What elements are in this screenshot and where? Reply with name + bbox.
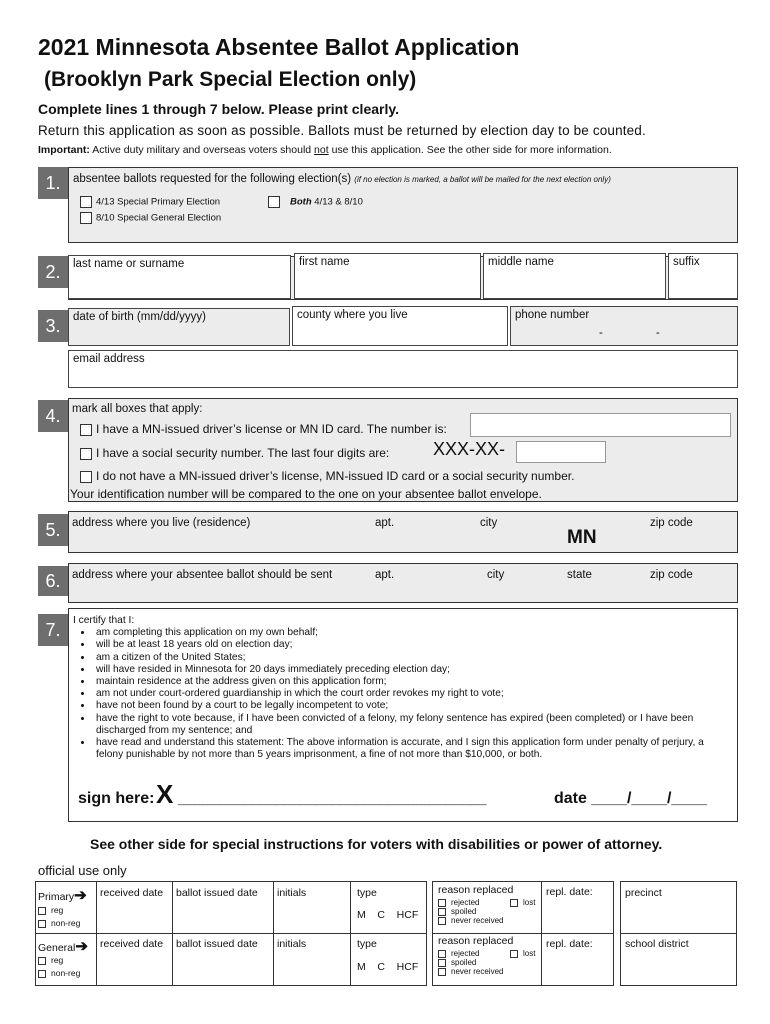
primary-row-name <box>38 886 87 904</box>
general-issued-date: ballot issued date <box>176 938 258 950</box>
school-district-label: school district <box>625 938 689 950</box>
primary-reg-option[interactable] <box>38 905 63 915</box>
signature-line[interactable]: ______________________________________ <box>178 790 486 807</box>
important-note <box>38 144 612 156</box>
phone-field[interactable] <box>510 306 738 346</box>
official-use-title: official use only <box>38 863 127 878</box>
ssn-option[interactable] <box>80 446 389 460</box>
date-label[interactable]: date ____/____/____ <box>554 790 708 807</box>
official-row-divider <box>620 933 737 934</box>
section-number-5: 5. <box>38 514 68 546</box>
general-row-name <box>38 937 88 955</box>
general-nonreg-option[interactable] <box>38 968 80 978</box>
arrow-right-icon: ➔ <box>75 938 88 955</box>
primary-rejected-checkbox[interactable] <box>438 899 446 907</box>
general-rejected-option[interactable] <box>438 949 479 958</box>
official-col-divider <box>273 881 274 985</box>
official-col-divider <box>172 881 173 985</box>
primary-type-options: M C HCF <box>357 909 419 921</box>
no-id-checkbox[interactable] <box>80 471 92 483</box>
primary-initials: initials <box>277 887 307 899</box>
primary-lost-option[interactable] <box>510 898 535 907</box>
official-col-divider <box>541 881 542 985</box>
general-rejected-label: rejected <box>451 949 480 958</box>
sign-x: X <box>156 779 174 809</box>
general-nonreg-checkbox[interactable] <box>38 970 46 978</box>
page-title: 2021 Minnesota Absentee Ballot Application <box>38 34 520 60</box>
dob-label: date of birth (mm/dd/yyyy) <box>73 311 206 323</box>
mailing-state-label: state <box>567 569 592 581</box>
dob-field[interactable] <box>68 308 290 346</box>
general-spoiled-checkbox[interactable] <box>438 959 446 967</box>
section-number-4: 4. <box>38 400 68 432</box>
general-reg-checkbox[interactable] <box>38 957 46 965</box>
instruction-text: Return this application as soon as possible. Ballots must be returned by election day to be counted. <box>38 123 646 138</box>
primary-lost-checkbox[interactable] <box>510 899 518 907</box>
primary-rejected-option[interactable] <box>438 898 479 907</box>
general-election-label: 8/10 Special General Election <box>96 212 222 224</box>
middle-name-field[interactable] <box>483 253 666 299</box>
cert-item: • have not been found by a court to be legally incompetent to vote; <box>93 700 731 712</box>
general-type: type <box>357 938 377 950</box>
cert-item: • have read and understand this statement: The above information is accurate, and I sign this application form under penalty of perjury, a felony punishable by not more than 5 years imprisonment, a fine of not more than $10,000, or both. <box>93 737 731 761</box>
elections-label: absentee ballots requested for the following election(s) <box>73 173 352 185</box>
general-reason-replaced: reason replaced <box>438 935 514 947</box>
general-reg-option[interactable] <box>38 955 63 965</box>
suffix-field[interactable] <box>668 253 738 299</box>
elections-note: (if no election is marked, a ballot will be mailed for the next election only) <box>354 175 611 184</box>
first-name-field[interactable] <box>294 253 481 299</box>
section-number-3: 3. <box>38 310 68 342</box>
section-number-7: 7. <box>38 614 68 646</box>
primary-reason-replaced: reason replaced <box>438 884 514 896</box>
important-text-b: use this application. See the other side for more information. <box>331 144 612 156</box>
sign-here-label: sign here: <box>78 790 155 807</box>
primary-lost-label: lost <box>523 898 536 907</box>
primary-never-received-checkbox[interactable] <box>438 917 446 925</box>
page-subtitle: (Brooklyn Park Special Election only) <box>44 68 417 91</box>
mailing-apt-label: apt. <box>375 569 395 581</box>
official-col-divider <box>96 881 97 985</box>
certification-list <box>73 627 731 761</box>
cert-item: • will have resided in Minnesota for 20 days immediately preceding election day; <box>93 664 731 676</box>
phone-dash-1: - <box>599 327 603 339</box>
primary-election-option[interactable] <box>80 196 220 208</box>
primary-election-label: 4/13 Special Primary Election <box>96 196 221 208</box>
drivers-license-number-input[interactable] <box>470 413 731 437</box>
drivers-license-checkbox[interactable] <box>80 424 92 436</box>
official-row-divider <box>432 933 614 934</box>
county-field[interactable] <box>292 306 508 346</box>
drivers-license-label: I have a MN-issued driver’s license or MN ID card. The number is: <box>96 422 447 436</box>
general-never-received-label: never received <box>451 967 504 976</box>
general-repl-date: repl. date: <box>546 938 593 950</box>
general-lost-label: lost <box>523 949 536 958</box>
official-row-divider <box>35 933 427 934</box>
special-instructions-note: See other side for special instructions for voters with disabilities or power of attorney. <box>90 836 663 852</box>
ssn-label: I have a social security number. The last four digits are: <box>96 446 390 460</box>
no-id-option[interactable] <box>80 469 574 483</box>
section-number-2: 2. <box>38 256 68 288</box>
primary-spoiled-label: spoiled <box>451 907 477 916</box>
important-text-a: Active duty military and overseas voters should <box>92 144 312 156</box>
cert-item: • maintain residence at the address given on this application form; <box>93 676 731 688</box>
general-rejected-checkbox[interactable] <box>438 950 446 958</box>
ssn-prefix: XXX-XX- <box>433 439 506 459</box>
general-reg-label: reg <box>51 955 64 965</box>
primary-label: Primary <box>38 891 75 903</box>
last-name-label: last name or surname <box>73 258 185 270</box>
general-label: General <box>38 942 76 954</box>
middle-name-label: middle name <box>488 256 554 268</box>
primary-rejected-label: rejected <box>451 898 480 907</box>
primary-nonreg-checkbox[interactable] <box>38 920 46 928</box>
mailing-city-label: city <box>487 569 505 581</box>
suffix-label: suffix <box>673 256 700 268</box>
general-initials: initials <box>277 938 307 950</box>
both-elections-checkbox[interactable] <box>268 196 280 208</box>
primary-spoiled-checkbox[interactable] <box>438 908 446 916</box>
residence-state: MN <box>567 527 597 548</box>
both-elections-option[interactable] <box>268 196 363 208</box>
general-never-received-option[interactable] <box>438 967 503 976</box>
ssn-last-four-input[interactable] <box>516 441 606 463</box>
certification-text <box>73 615 731 761</box>
official-col-divider <box>350 881 351 985</box>
email-field[interactable] <box>68 350 738 388</box>
cert-item: • am a citizen of the United States; <box>93 652 731 664</box>
primary-never-received-label: never received <box>451 916 504 925</box>
residence-zip-label: zip code <box>650 517 693 529</box>
general-spoiled-label: spoiled <box>451 958 477 967</box>
instruction-bold: Complete lines 1 through 7 below. Please print clearly. <box>38 101 399 117</box>
both-rest-label: 4/13 & 8/10 <box>314 196 363 208</box>
residence-address-label: address where you live (residence) <box>72 517 251 529</box>
primary-spoiled-option[interactable] <box>438 907 476 916</box>
id-comparison-note: Your identification number will be compared to the one on your absentee ballot envelope. <box>70 487 542 501</box>
primary-type: type <box>357 887 377 899</box>
primary-issued-date: ballot issued date <box>176 887 258 899</box>
certification-intro: I certify that I: <box>73 615 135 626</box>
primary-repl-date: repl. date: <box>546 886 593 898</box>
primary-reg-checkbox[interactable] <box>38 907 46 915</box>
first-name-label: first name <box>299 256 350 268</box>
mailing-address-label: address where your absentee ballot should be sent <box>72 569 333 581</box>
general-received-date: received date <box>100 938 164 950</box>
section-number-1: 1. <box>38 167 68 199</box>
general-election-option[interactable] <box>80 212 221 224</box>
general-type-options: M C HCF <box>357 961 419 973</box>
primary-nonreg-option[interactable] <box>38 918 80 928</box>
precinct-label: precinct <box>625 887 662 899</box>
ssn-checkbox[interactable] <box>80 448 92 460</box>
section-4-label: mark all boxes that apply: <box>72 403 203 415</box>
cert-item: • am completing this application on my own behalf; <box>93 627 731 639</box>
general-election-checkbox[interactable] <box>80 212 92 224</box>
primary-nonreg-label: non-reg <box>51 918 81 928</box>
cert-item: • will be at least 18 years old on election day; <box>93 639 731 651</box>
arrow-right-icon: ➔ <box>74 887 87 904</box>
section-number-6: 6. <box>38 566 68 596</box>
mailing-zip-label: zip code <box>650 569 693 581</box>
email-label: email address <box>73 353 145 365</box>
no-id-label: I do not have a MN-issued driver’s license, MN-issued ID card or a social security number. <box>96 469 575 483</box>
section-1-label <box>73 173 611 185</box>
cert-item: • have the right to vote because, if I have been convicted of a felony, my felony sentence has expired (been completed) or I have been discharged from my sentence; and <box>93 713 731 737</box>
primary-election-checkbox[interactable] <box>80 196 92 208</box>
general-nonreg-label: non-reg <box>51 968 81 978</box>
county-label: county where you live <box>297 309 408 321</box>
general-lost-option[interactable] <box>510 949 535 958</box>
phone-dash-2: - <box>656 327 660 339</box>
last-name-field[interactable] <box>68 255 291 299</box>
general-spoiled-option[interactable] <box>438 958 476 967</box>
important-label: Important: <box>38 144 90 156</box>
general-lost-checkbox[interactable] <box>510 950 518 958</box>
important-not: not <box>314 144 329 156</box>
drivers-license-option[interactable] <box>80 422 447 436</box>
residence-apt-label: apt. <box>375 517 395 529</box>
cert-item: • am not under court-ordered guardianship in which the court order revokes my right to vote; <box>93 688 731 700</box>
both-bold-label: Both <box>290 196 312 208</box>
primary-received-date: received date <box>100 887 164 899</box>
primary-reg-label: reg <box>51 905 64 915</box>
primary-never-received-option[interactable] <box>438 916 503 925</box>
general-never-received-checkbox[interactable] <box>438 968 446 976</box>
residence-city-label: city <box>480 517 498 529</box>
phone-label: phone number <box>515 309 590 321</box>
